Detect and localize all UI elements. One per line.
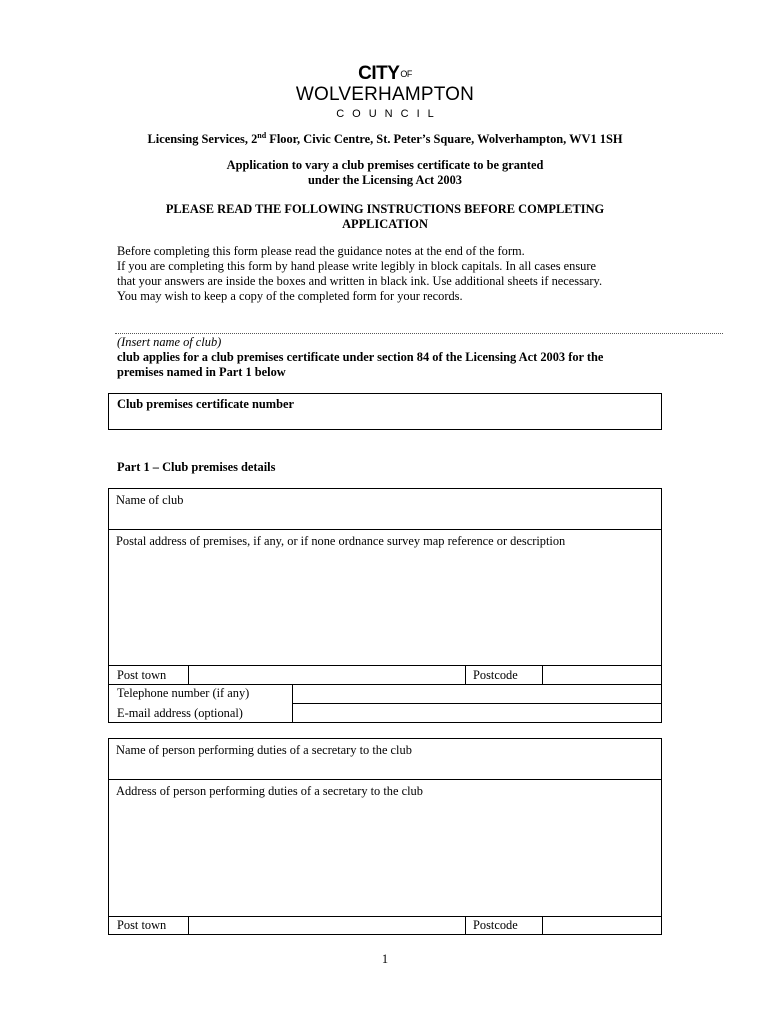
- licensing-address: Licensing Services, 2nd Floor, Civic Centre, St. Peter’s Square, Wolverhampton, WV1 1SH: [147, 131, 623, 147]
- secretary-post-town-field[interactable]: [188, 916, 466, 935]
- telephone-field[interactable]: [292, 684, 662, 704]
- secretary-post-town-label: Post town: [117, 918, 167, 932]
- insert-club-name-hint: (Insert name of club): [117, 335, 222, 349]
- postal-address-field[interactable]: [108, 530, 662, 666]
- post-town-field[interactable]: [188, 665, 466, 685]
- instruction-line: that your answers are inside the boxes and written in black ink. Use additional sheets if necessary.: [117, 274, 603, 288]
- secretary-name-label: Name of person performing duties of a secretary to the club: [116, 743, 412, 757]
- part1-heading: Part 1 – Club premises details: [117, 460, 276, 474]
- club-applies-statement: club applies for a club premises certificate under section 84 of the Licensing Act 2003 for the premises named in Part 1 below: [117, 350, 604, 379]
- name-of-club-label: Name of club: [116, 493, 184, 507]
- page-number: 1: [381, 952, 389, 966]
- notice-line1: PLEASE READ THE FOLLOWING INSTRUCTIONS BEFORE COMPLETING: [165, 202, 605, 216]
- instruction-line: Before completing this form please read the guidance notes at the end of the form.: [117, 244, 525, 258]
- instructions: [117, 244, 677, 304]
- telephone-label: Telephone number (if any): [117, 686, 250, 700]
- secretary-address-label: Address of person performing duties of a secretary to the club: [116, 784, 423, 798]
- notice-line2: APPLICATION: [342, 217, 428, 231]
- secretary-address-field[interactable]: [108, 780, 662, 917]
- secretary-name-field[interactable]: [108, 738, 662, 780]
- secretary-postcode-label: Postcode: [473, 918, 518, 932]
- form-title-line2: under the Licensing Act 2003: [308, 173, 462, 187]
- name-of-club-field[interactable]: [108, 488, 662, 530]
- council-logo: [0, 64, 770, 122]
- logo-wolverhampton: WOLVERHAMPTON: [295, 84, 475, 105]
- email-label: E-mail address (optional): [117, 706, 243, 720]
- secretary-postcode-field[interactable]: [542, 916, 662, 935]
- postal-address-label: Postal address of premises, if any, or if none ordnance survey map reference or description: [116, 534, 566, 548]
- instruction-line: You may wish to keep a copy of the completed form for your records.: [117, 289, 463, 303]
- club-name-entry-line[interactable]: [115, 333, 723, 334]
- postcode-label: Postcode: [473, 668, 518, 682]
- logo-city: $CITY^{OF}$: [358, 63, 412, 84]
- email-field[interactable]: [292, 703, 662, 723]
- certificate-number-label: Club premises certificate number: [117, 397, 294, 411]
- postcode-field[interactable]: [542, 665, 662, 685]
- post-town-label: Post town: [117, 668, 167, 682]
- logo-council: COUNCIL: [336, 108, 442, 120]
- instruction-line: If you are completing this form by hand please write legibly in block capitals. In all cases ensure: [117, 259, 596, 273]
- form-title-line1: Application to vary a club premises certificate to be granted: [226, 158, 544, 172]
